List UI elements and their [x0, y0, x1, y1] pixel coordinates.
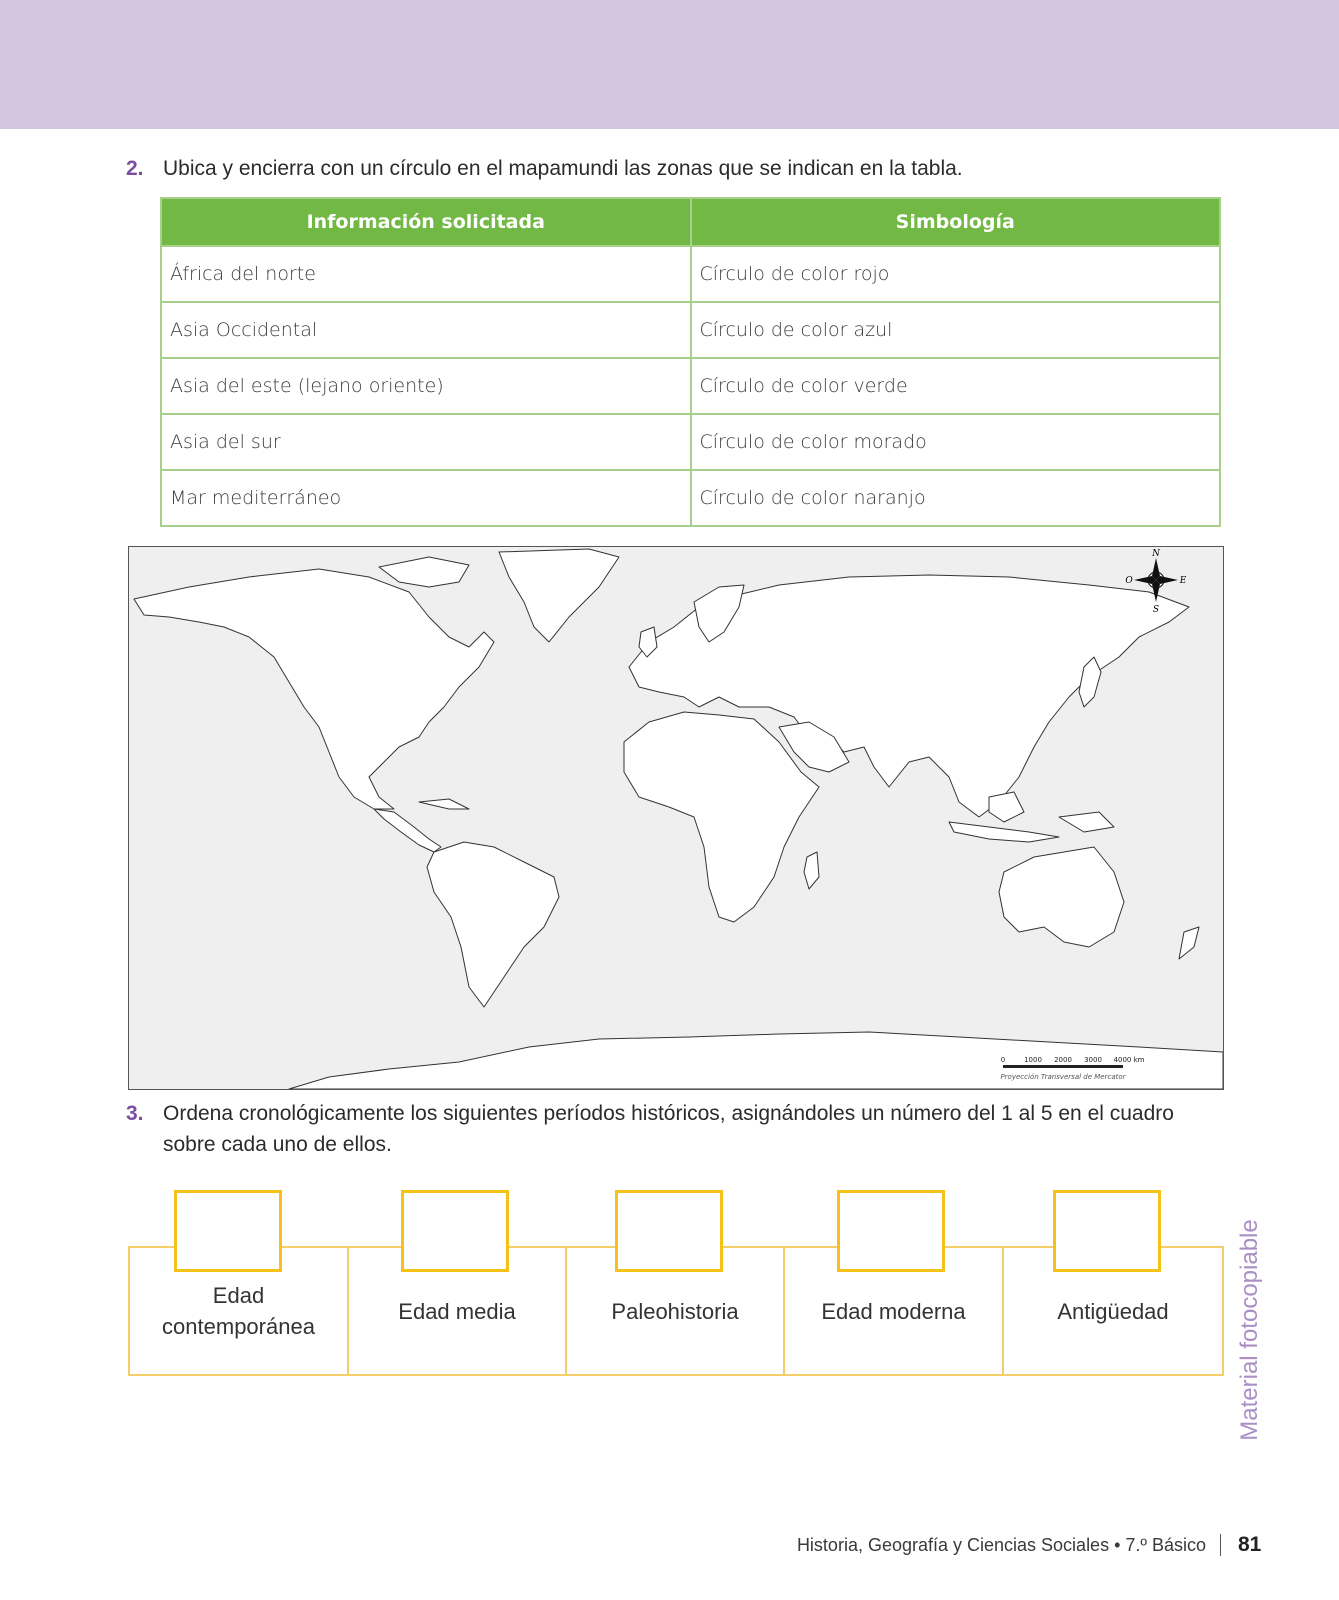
table-cell-zone: África del norte [161, 246, 691, 302]
scale-label: 4000 km [1113, 1056, 1145, 1064]
landmass-south-america [427, 842, 559, 1007]
landmass-new-zealand [1179, 927, 1199, 959]
question-3-text: Ordena cronológicamente los siguientes períodos históricos, asignándoles un número del 1 al 5 en el cuadro sobre cada uno de ellos. [163, 1102, 1174, 1156]
question-2 [126, 153, 1226, 184]
table-cell-symbol: Círculo de color azul [691, 302, 1221, 358]
timeline [128, 1190, 1224, 1380]
scale-label: 0 [1000, 1056, 1006, 1064]
compass-south: S [1152, 605, 1160, 615]
table-row [161, 302, 1220, 358]
table-cell-symbol: Círculo de color morado [691, 414, 1221, 470]
footer-separator [1220, 1534, 1221, 1556]
table-row [161, 358, 1220, 414]
landmass-borneo [989, 792, 1024, 822]
compass-east: E [1179, 576, 1187, 586]
order-number-box[interactable] [615, 1190, 723, 1272]
world-map [128, 546, 1224, 1090]
header-band [0, 0, 1339, 129]
question-3 [126, 1098, 1216, 1160]
page-number: 81 [1238, 1533, 1262, 1556]
question-2-text: Ubica y encierra con un círculo en el mapamundi las zonas que se indican en la tabla. [163, 157, 963, 180]
landmass-new-guinea [1059, 812, 1114, 832]
table-cell-zone: Asia del sur [161, 414, 691, 470]
question-3-number: 3. [126, 1102, 144, 1125]
table-header-row [161, 198, 1220, 246]
period-label: Edad contemporánea [162, 1283, 315, 1339]
scale-label: 2000 [1054, 1056, 1072, 1064]
table-row [161, 414, 1220, 470]
compass-west: O [1125, 576, 1133, 586]
period-label: Antigüedad [1057, 1298, 1169, 1324]
table-row [161, 470, 1220, 526]
order-number-box[interactable] [401, 1190, 509, 1272]
side-label: Material fotocopiable [1236, 1219, 1263, 1441]
table-cell-zone: Asia del este (lejano oriente) [161, 358, 691, 414]
scale-label: 1000 [1024, 1056, 1042, 1064]
period-label: Edad moderna [821, 1298, 966, 1324]
order-number-box[interactable] [1053, 1190, 1161, 1272]
projection-label: Proyección Transversal de Mercator [1000, 1073, 1126, 1081]
table-cell-symbol: Círculo de color rojo [691, 246, 1221, 302]
period-label: Paleohistoria [611, 1298, 739, 1324]
header-info: Información solicitada [161, 198, 691, 246]
zones-table [160, 197, 1221, 527]
table-cell-symbol: Círculo de color naranjo [691, 470, 1221, 526]
landmass-cuba [419, 799, 469, 809]
landmass-greenland [499, 549, 619, 642]
footer-text: Historia, Geografía y Ciencias Sociales • 7.º Básico [796, 1535, 1206, 1555]
table-row [161, 246, 1220, 302]
table-cell-zone: Mar mediterráneo [161, 470, 691, 526]
landmass-arctic-islands [379, 557, 469, 587]
landmass-indonesia [949, 822, 1059, 842]
world-map-graphic [129, 547, 1223, 1089]
scale-label: 3000 [1084, 1056, 1102, 1064]
header-symbology: Simbología [691, 198, 1221, 246]
landmass-north-america [134, 569, 494, 809]
compass-north: N [1152, 549, 1160, 559]
landmass-central-america [374, 809, 441, 852]
table-cell-zone: Asia Occidental [161, 302, 691, 358]
order-number-box[interactable] [174, 1190, 282, 1272]
period-label: Edad media [398, 1298, 516, 1324]
order-number-box[interactable] [837, 1190, 945, 1272]
table-cell-symbol: Círculo de color verde [691, 358, 1221, 414]
question-2-number: 2. [126, 157, 144, 180]
landmass-madagascar [804, 852, 819, 889]
landmass-australia [999, 847, 1124, 947]
